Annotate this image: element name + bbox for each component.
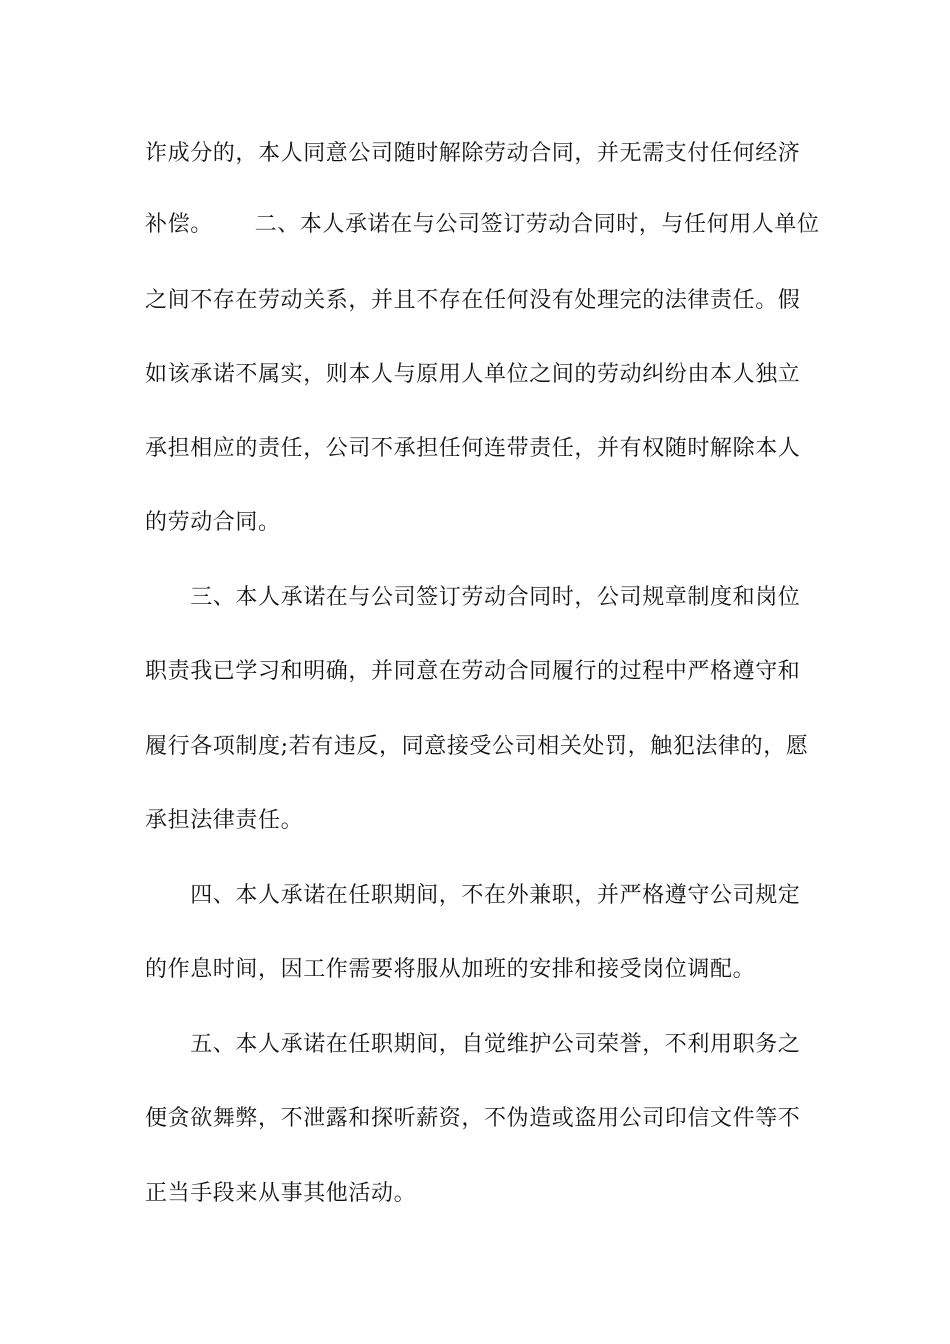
text-line: 便贪欲舞弊，不泄露和探听薪资，不伪造或盗用公司印信文件等不: [145, 1106, 801, 1131]
text-line: 的劳动合同。: [145, 510, 281, 535]
text-line: 诈成分的，本人同意公司随时解除劳动合同，并无需支付任何经济: [145, 141, 801, 166]
text-line: 职责我已学习和明确，并同意在劳动合同履行的过程中严格遵守和: [145, 659, 801, 684]
text-line: 如该承诺不属实，则本人与原用人单位之间的劳动纠纷由本人独立: [145, 362, 801, 387]
text-line: 的作息时间，因工作需要将服从加班的安排和接受岗位调配。: [145, 957, 756, 982]
text-line: 三、本人承诺在与公司签订劳动合同时，公司规章制度和岗位: [145, 585, 801, 610]
text-line: 承担法律责任。: [145, 808, 304, 833]
text-line: 之间不存在劳动关系，并且不存在任何没有处理完的法律责任。假: [145, 288, 801, 313]
text-line: 承担相应的责任，公司不承担任何连带责任，并有权随时解除本人: [145, 436, 801, 461]
text-line: 履行各项制度;若有违反，同意接受公司相关处罚，触犯法律的，愿: [145, 734, 809, 759]
text-line: 正当手段来从事其他活动。: [145, 1181, 417, 1206]
text-line: 五、本人承诺在任职期间，自觉维护公司荣誉，不利用职务之: [145, 1032, 801, 1057]
text-line: 补偿。 二、本人承诺在与公司签订劳动合同时，与任何用人单位: [145, 212, 820, 237]
text-line: 四、本人承诺在任职期间，不在外兼职，并严格遵守公司规定: [145, 883, 801, 908]
